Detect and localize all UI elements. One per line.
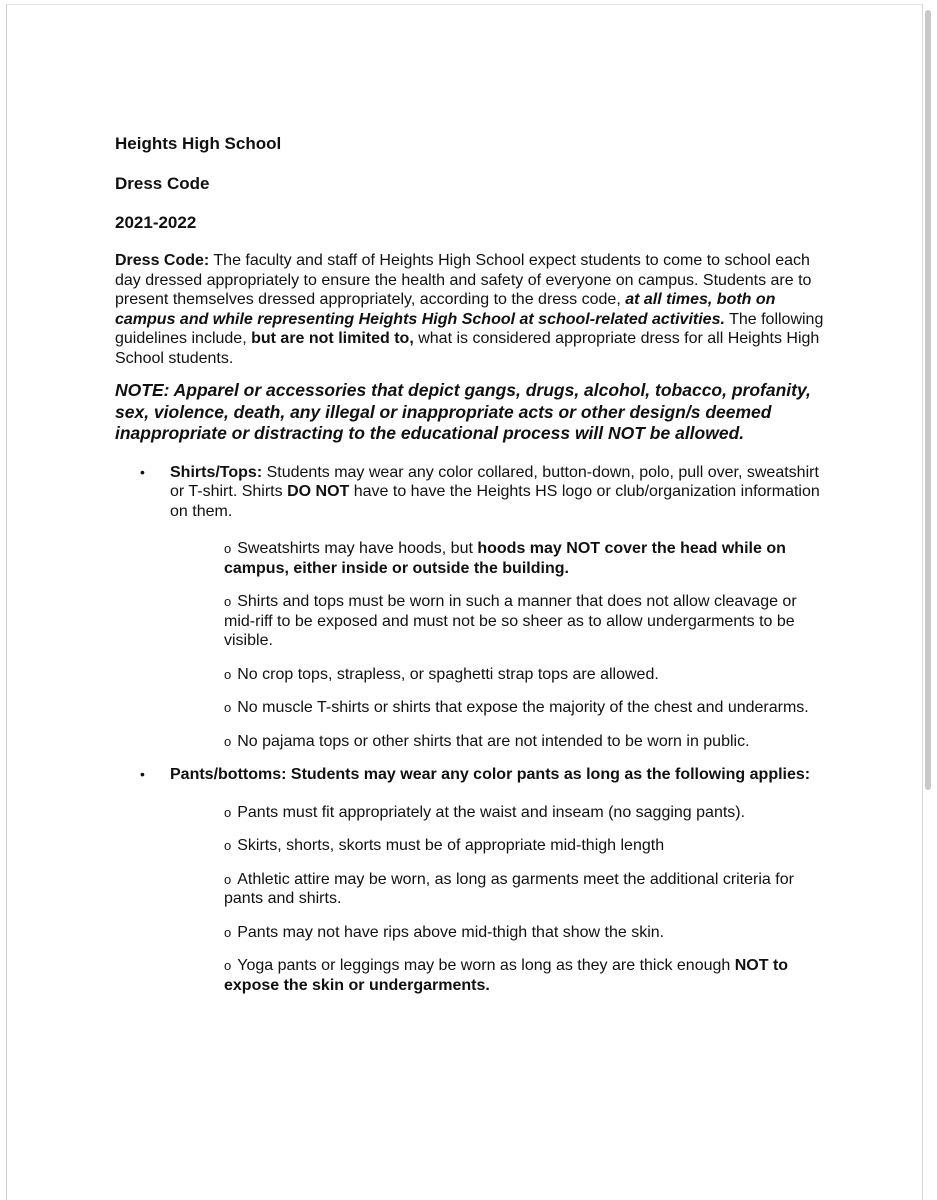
- pants-section: [115, 765, 825, 785]
- document-content: [115, 134, 825, 1009]
- shirts-text-1: Students may wear any color collared, button-down, polo, pull over, sweatshirt or T-shirt. Shirts: [170, 463, 819, 500]
- list-item: o Shirts and tops must be worn in such a manner that does not allow cleavage or mid-riff to be exposed and must not be so sheer as to allow undergarments to be visible.: [224, 593, 797, 649]
- intro-emphasis: at all times, both on campus and while representing Heights High School at school-related activities.: [115, 291, 776, 328]
- list-item: o Sweatshirts may have hoods, but hoods may NOT cover the head while on campus, either inside or outside the building.: [224, 540, 786, 577]
- pants-label: Pants/bottoms: Students may wear any color pants as long as the following applies:: [170, 766, 811, 783]
- shirts-bold: DO NOT: [287, 483, 350, 500]
- list-item: o Pants may not have rips above mid-thigh that show the skin.: [224, 923, 665, 941]
- list-item: o No muscle T-shirts or shirts that expose the majority of the chest and underarms.: [224, 699, 809, 716]
- shirts-section: [115, 463, 825, 522]
- list-item: o Pants must fit appropriately at the waist and inseam (no sagging pants).: [224, 803, 746, 821]
- circle-bullet-icon: o: [224, 666, 232, 682]
- circle-bullet-icon: o: [224, 804, 232, 820]
- list-item: o No pajama tops or other shirts that are not intended to be worn in public.: [224, 732, 750, 750]
- circle-bullet-icon: o: [224, 700, 232, 715]
- list-item: o Yoga pants or leggings may be worn as long as they are thick enough NOT to expose the skin or undergarments.: [224, 957, 789, 994]
- circle-bullet-icon: o: [224, 838, 232, 853]
- shirts-rules-list: [115, 539, 825, 751]
- intro-bold-2: but are not limited to,: [251, 330, 414, 347]
- shirts-label: Shirts/Tops:: [170, 463, 263, 481]
- list-item: o Athletic attire may be worn, as long as garments meet the additional criteria for pants and shirts.: [224, 870, 794, 907]
- circle-bullet-icon: o: [224, 871, 232, 887]
- intro-text-2: The following guidelines include,: [115, 310, 824, 347]
- document-title: Dress Code: [115, 174, 210, 193]
- school-year: 2021-2022: [115, 213, 197, 232]
- school-name: Heights High School: [115, 134, 282, 153]
- circle-bullet-icon: o: [224, 924, 232, 940]
- pants-rules-list: [115, 803, 825, 996]
- circle-bullet-icon: o: [224, 733, 232, 749]
- bullet-icon: •: [140, 463, 145, 480]
- note-paragraph: NOTE: Apparel or accessories that depict gangs, drugs, alcohol, tobacco, profanity, sex, violence, death, any illegal or inappropriate acts or other design/s deemed inappropriate or distracting to the educational process will NOT be allowed.: [115, 380, 811, 443]
- circle-bullet-icon: o: [224, 958, 232, 973]
- intro-text-3: what is considered appropriate dress for all Heights High School students.: [115, 330, 820, 367]
- list-item: o No crop tops, strapless, or spaghetti strap tops are allowed.: [224, 665, 659, 683]
- intro-paragraph: [115, 251, 825, 368]
- intro-label: Dress Code:: [115, 252, 210, 269]
- circle-bullet-icon: o: [224, 594, 232, 609]
- list-item: o Skirts, shorts, skorts must be of appropriate mid-thigh length: [224, 837, 665, 854]
- circle-bullet-icon: o: [224, 541, 232, 556]
- scrollbar[interactable]: [925, 10, 931, 790]
- intro-text-1: The faculty and staff of Heights High School expect students to come to school each day dressed appropriately to ensure the health and safety of everyone on campus. Students are to present themselves dressed appropriately, according to the dress code,: [115, 252, 812, 308]
- shirts-text-2: have to have the Heights HS logo or club/organization information on them.: [170, 483, 820, 520]
- bullet-icon: •: [140, 766, 145, 782]
